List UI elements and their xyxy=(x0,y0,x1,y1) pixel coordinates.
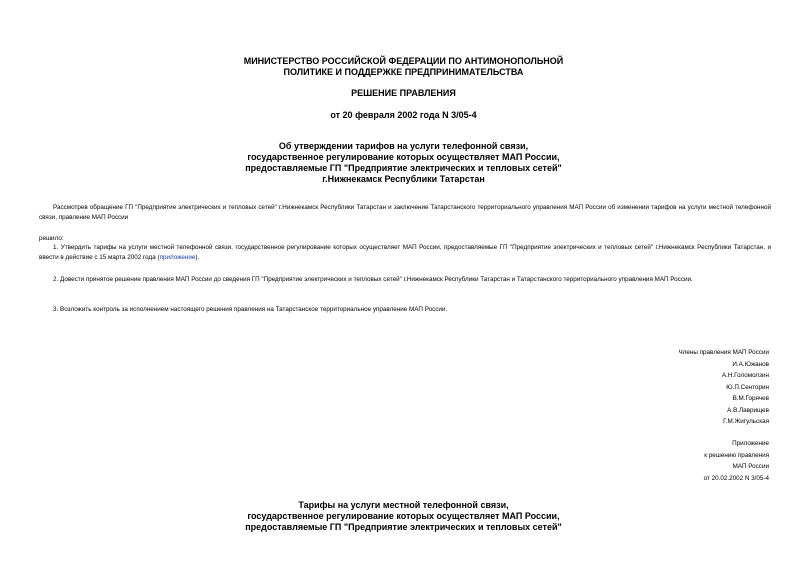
document-type xyxy=(0,88,807,99)
appendix-title xyxy=(0,500,807,533)
appendix-link[interactable]: приложение xyxy=(159,254,196,261)
appendix-title-line-1: Тарифы на услуги местной телефонной связи, xyxy=(298,500,509,510)
appendix-title-line-3: предоставляемые ГП "Предприятие электрических и тепловых сетей" xyxy=(245,522,562,532)
item-1-paragraph xyxy=(39,243,771,263)
item-2-paragraph xyxy=(39,275,771,285)
appendix-note-line-1: Приложение xyxy=(732,440,769,447)
signature-member: И.А.Южанов xyxy=(732,360,769,368)
appendix-note xyxy=(704,438,769,484)
title-line-3: предоставляемые ГП "Предприятие электрических и тепловых сетей" xyxy=(245,163,562,173)
doc-date-label: от 20 февраля 2002 года N 3/05-4 xyxy=(330,110,477,120)
signature-member: Г.М.Жигульская xyxy=(723,418,769,425)
document-date xyxy=(0,110,807,121)
signature-member: А.Н.Голомолзин xyxy=(721,372,769,379)
doc-type-label: РЕШЕНИЕ ПРАВЛЕНИЯ xyxy=(351,88,456,98)
ministry-line-1: МИНИСТЕРСТВО РОССИЙСКОЙ ФЕДЕРАЦИИ ПО АНТИМОНОПОЛЬНОЙ xyxy=(243,56,564,66)
item-1-end: ). xyxy=(195,254,200,261)
title-line-4: г.Нижнекамск Республики Татарстан xyxy=(322,174,485,184)
appendix-note-line-4: от 20.02.2002 N 3/05-4 xyxy=(703,474,769,482)
appendix-title-line-2: государственное регулирование которых осуществляет МАП России, xyxy=(247,511,560,521)
title-line-2: государственное регулирование которых осуществляет МАП России, xyxy=(247,152,560,162)
signatures-block xyxy=(679,347,769,428)
title-line-1: Об утверждении тарифов на услуги телефонной связи, xyxy=(278,141,529,151)
document-title xyxy=(0,141,807,185)
item-3-paragraph xyxy=(39,305,771,315)
signature-member: А.В.Лаврищев xyxy=(727,406,769,414)
appendix-note-line-2: к решению правления xyxy=(704,451,769,459)
ministry-line-2: ПОЛИТИКЕ И ПОДДЕРЖКЕ ПРЕДПРИНИМАТЕЛЬСТВА xyxy=(283,67,524,77)
preamble-text: Рассмотрев обращение ГП "Предприятие электрических и тепловых сетей" г.Нижнекамск Республики Татарстан и заключение Татарстанского территориального управления МАП России об изменении тарифов на услуги местной телефонной связи, правление МАП России xyxy=(39,204,771,221)
preamble-paragraph xyxy=(39,203,771,223)
signature-member: В.М.Горячев xyxy=(732,395,769,402)
decided-text: решило: xyxy=(39,235,64,242)
item-3-text: 3. Возложить контроль за исполнением настоящего решения правления на Татарстанское территориальное управление МАП России. xyxy=(53,306,448,313)
item-2-text: 2. Довести принятое решение правления МАП России до сведения ГП "Предприятие электрических и тепловых сетей" г.Нижнекамск Республики Татарстан и Татарстанского территориального управления МАП России. xyxy=(53,276,693,283)
item-1-text: 1. Утвердить тарифы на услуги местной телефонной связи, государственное регулирование которых осуществляет МАП России, предоставляемые ГП "Предприятие электрических и тепловых сетей" г.Нижнекамск Республики Татарстан, и ввести в действие с 15 марта 2002 года ( xyxy=(39,244,771,261)
signature-member: Ю.П.Сенторин xyxy=(726,383,769,391)
ministry-heading xyxy=(0,56,807,78)
signatures-heading: Члены правления МАП России xyxy=(678,349,769,356)
appendix-note-line-3: МАП России xyxy=(732,463,769,470)
